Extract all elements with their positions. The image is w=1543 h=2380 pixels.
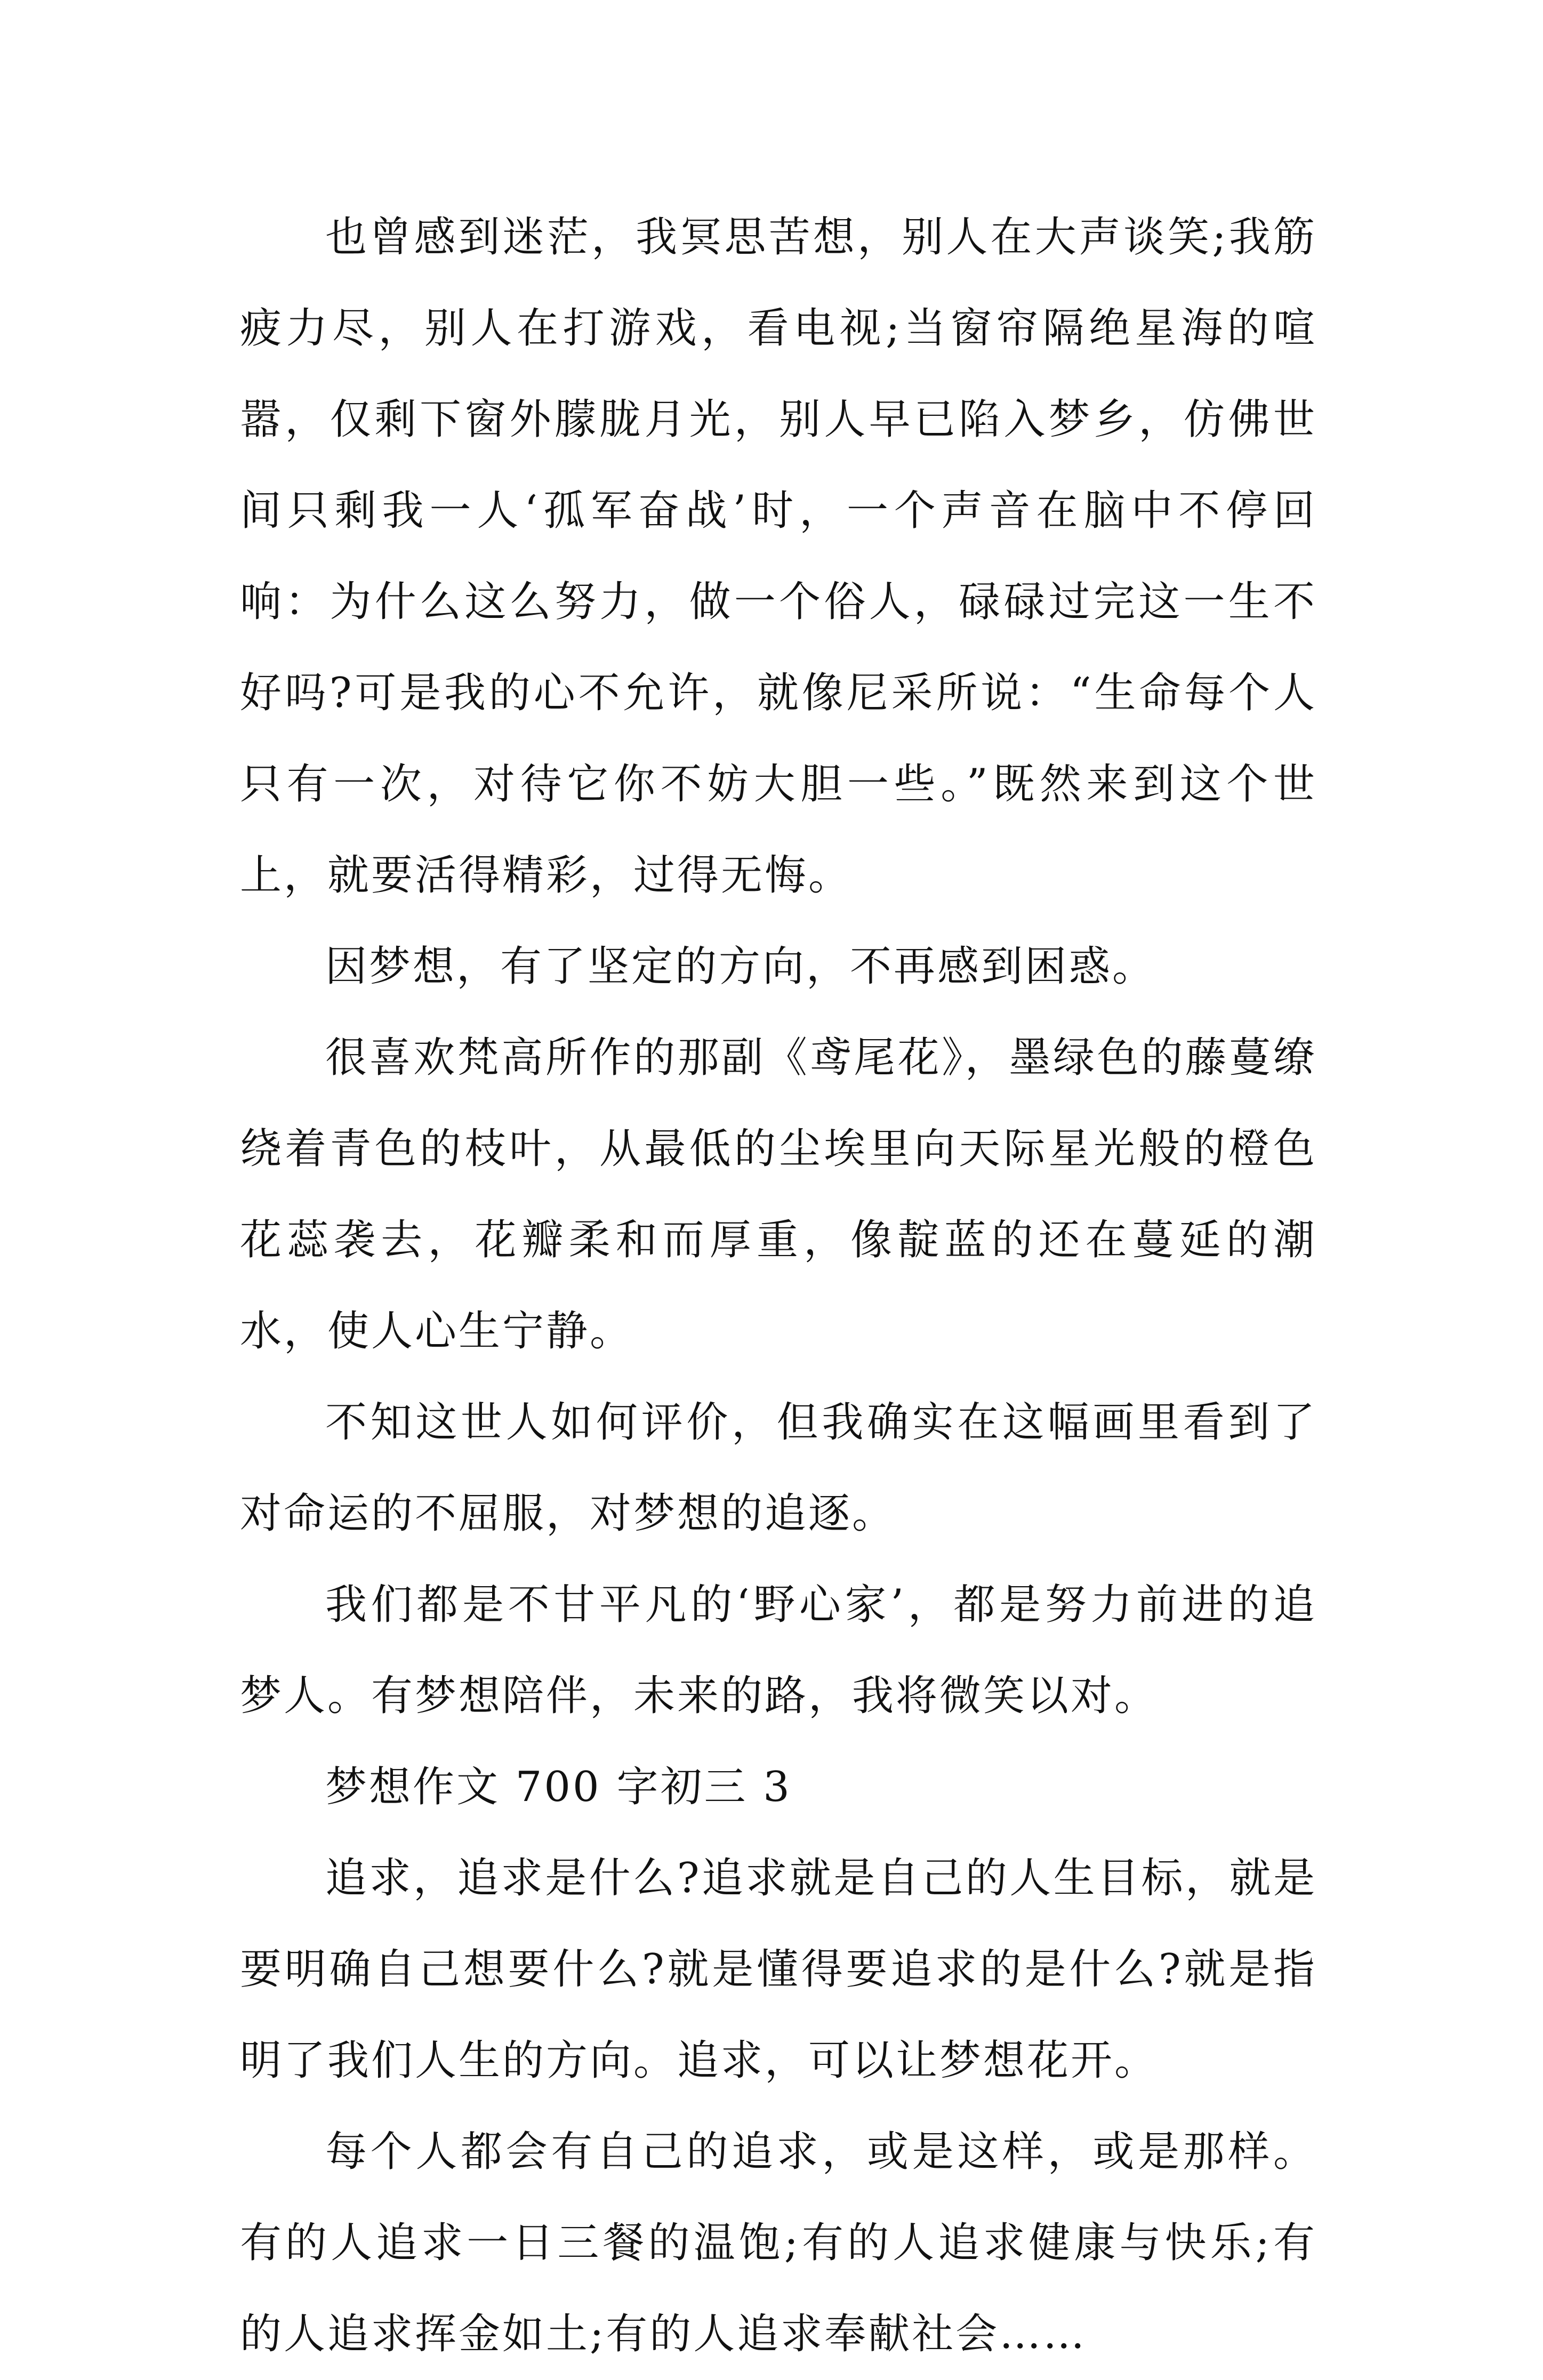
paragraph-everyone-pursuit: 每个人都会有自己的追求，或是这样，或是那样。有的人追求一日三餐的温饱;有的人追求健康与快乐;有的人追求挥金如土;有的人追求奉献社会…… [240, 2128, 1317, 2358]
paragraph-dreamers: 我们都是不甘平凡的‘野心家’，都是努力前进的追梦人。有梦想陪伴，未来的路，我将微笑以对。 [240, 1581, 1317, 1720]
section-heading: 梦想作文 700 字初三 3 [325, 1763, 792, 1811]
paragraph-direction: 因梦想，有了坚定的方向，不再感到困惑。 [325, 943, 1156, 991]
paragraph-confusion: 也曾感到迷茫，我冥思苦想，别人在大声谈笑;我筋疲力尽，别人在打游戏，看电视;当窗帘隔绝星海的喧嚣，仅剩下窗外朦胧月光，别人早已陷入梦乡，仿佛世间只剩我一人‘孤军奋战’时，一个声音在脑中不停回响：为什么这么努力，做一个俗人，碌碌过完这一生不好吗?可是我的心不允许，就像尼采所说：“生命每个人只有一次，对待它你不妨大胆一些。”既然来到这个世上，就要活得精彩，过得无悔。 [240, 213, 1317, 899]
paragraph-irises: 很喜欢梵高所作的那副《鸢尾花》，墨绿色的藤蔓缭绕着青色的枝叶，从最低的尘埃里向天际星光般的橙色花蕊袭去，花瓣柔和而厚重，像靛蓝的还在蔓延的潮水，使人心生宁静。 [240, 1034, 1317, 1355]
document-body [240, 192, 1317, 2380]
paragraph-pursuit: 追求，追求是什么?追求就是自己的人生目标，就是要明确自己想要什么?就是懂得要追求的是什么?就是指明了我们人生的方向。追求，可以让梦想花开。 [240, 1854, 1317, 2085]
paragraph-evaluation: 不知这世人如何评价，但我确实在这幅画里看到了对命运的不屈服，对梦想的追逐。 [240, 1398, 1317, 1538]
